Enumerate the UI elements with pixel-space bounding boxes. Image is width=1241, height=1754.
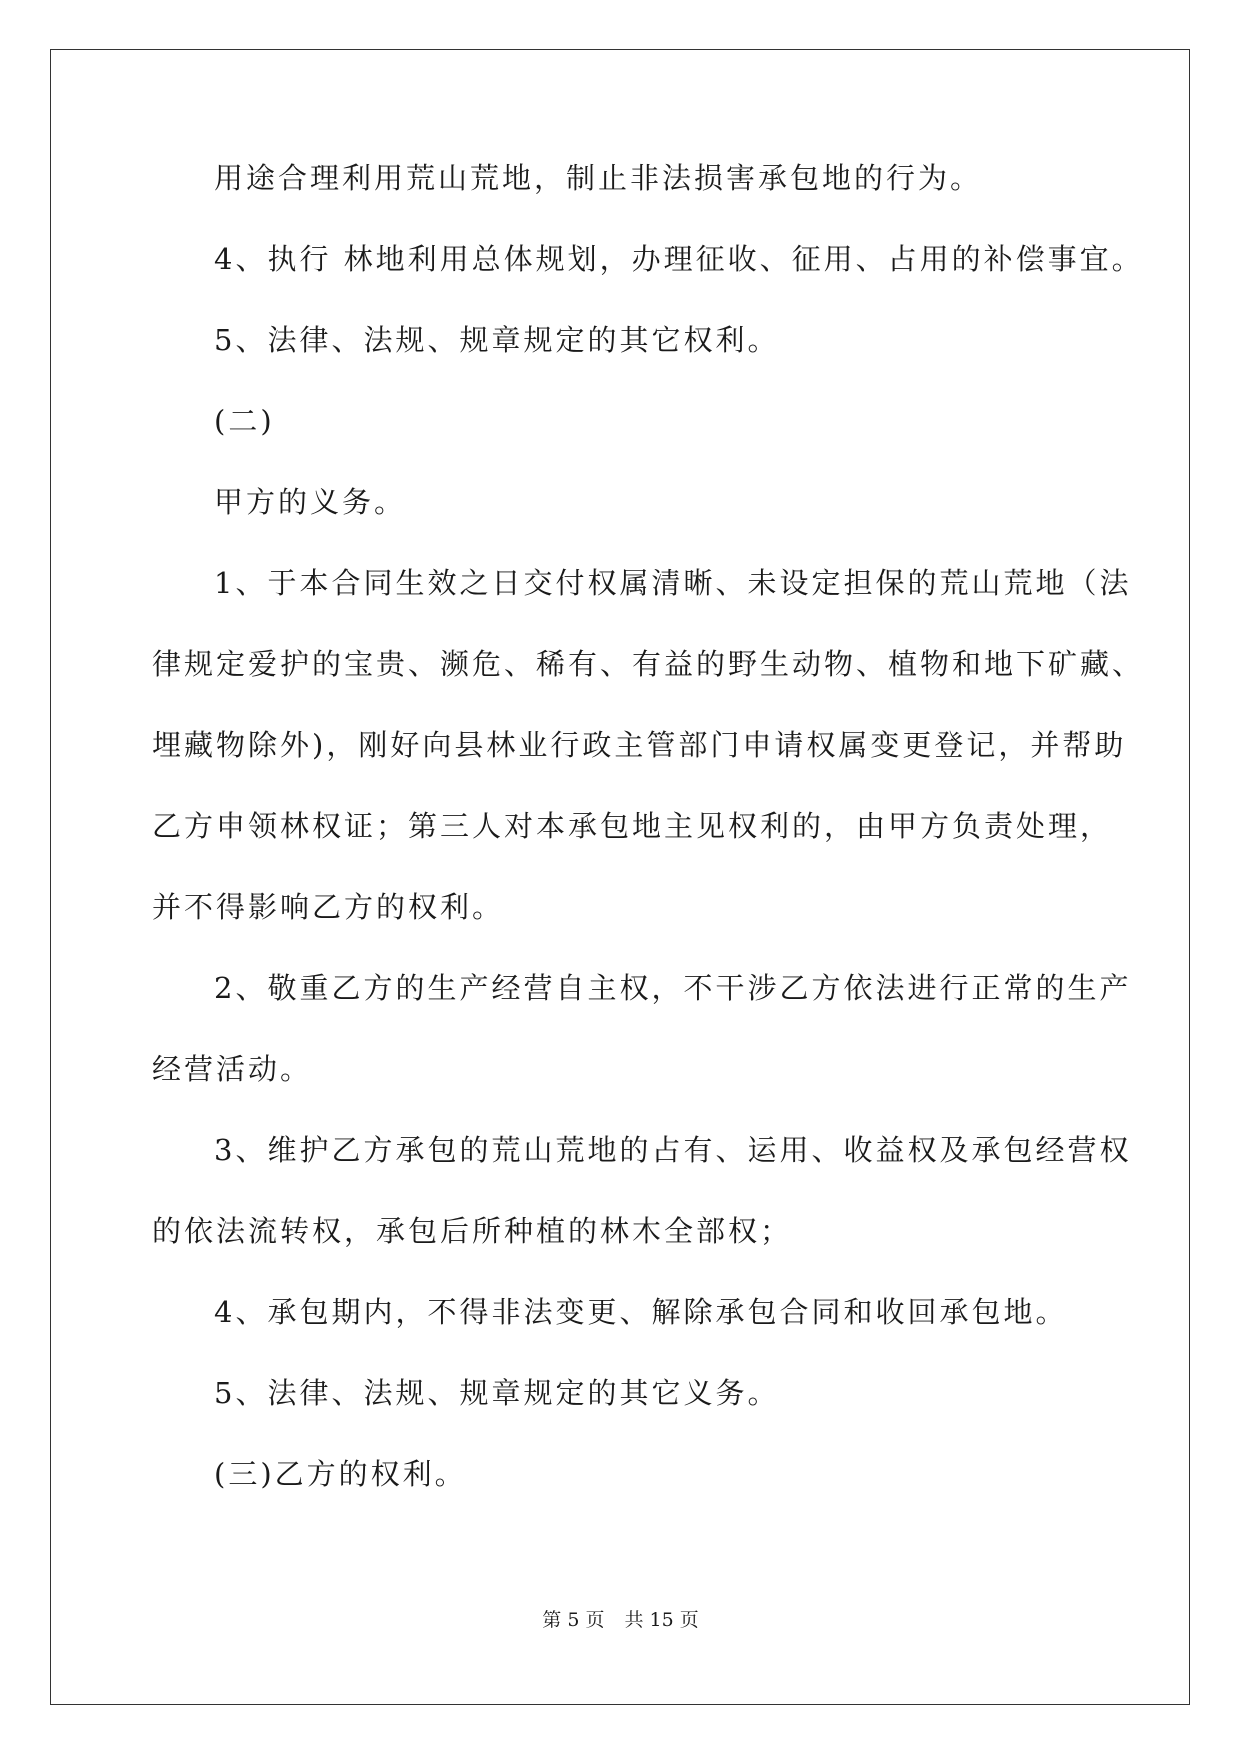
paragraph-line: 3、维护乙方承包的荒山荒地的占有、运用、收益权及承包经营权 xyxy=(214,1133,1132,1167)
paragraph-line: 埋藏物除外)，刚好向县林业行政主管部门申请权属变更登记，并帮助 xyxy=(152,728,1127,762)
section-heading: 甲方的义务。 xyxy=(214,485,407,519)
document-body xyxy=(152,158,1145,1535)
paragraph-line: 5、法律、法规、规章规定的其它权利。 xyxy=(214,323,780,357)
paragraph-line: 4、执行 林地利用总体规划，办理征收、征用、占用的补偿事宜。 xyxy=(214,242,1144,276)
paragraph-line: 并不得影响乙方的权利。 xyxy=(152,890,505,924)
section-heading: (二) xyxy=(214,404,275,438)
paragraph-line: 的依法流转权，承包后所种植的林木全部权； xyxy=(152,1214,793,1248)
paragraph-line: 经营活动。 xyxy=(152,1052,313,1086)
paragraph-line: 2、敬重乙方的生产经营自主权，不干涉乙方依法进行正常的生产 xyxy=(214,971,1132,1005)
paragraph-line: 律规定爱护的宝贵、濒危、稀有、有益的野生动物、植物和地下矿藏、 xyxy=(152,647,1145,681)
section-heading: (三)乙方的权利。 xyxy=(214,1457,467,1491)
paragraph-line: 1、于本合同生效之日交付权属清晰、未设定担保的荒山荒地（法 xyxy=(214,566,1132,600)
page-footer xyxy=(0,1608,1241,1632)
paragraph-line: 用途合理利用荒山荒地，制止非法损害承包地的行为。 xyxy=(214,161,983,195)
page-total: 共 15 页 xyxy=(624,1609,699,1631)
paragraph-line: 5、法律、法规、规章规定的其它义务。 xyxy=(214,1376,780,1410)
paragraph-line: 4、承包期内，不得非法变更、解除承包合同和收回承包地。 xyxy=(214,1295,1068,1329)
paragraph-line: 乙方申领林权证；第三人对本承包地主见权利的，由甲方负责处理， xyxy=(152,809,1113,843)
page-number: 第 5 页 xyxy=(542,1609,605,1631)
